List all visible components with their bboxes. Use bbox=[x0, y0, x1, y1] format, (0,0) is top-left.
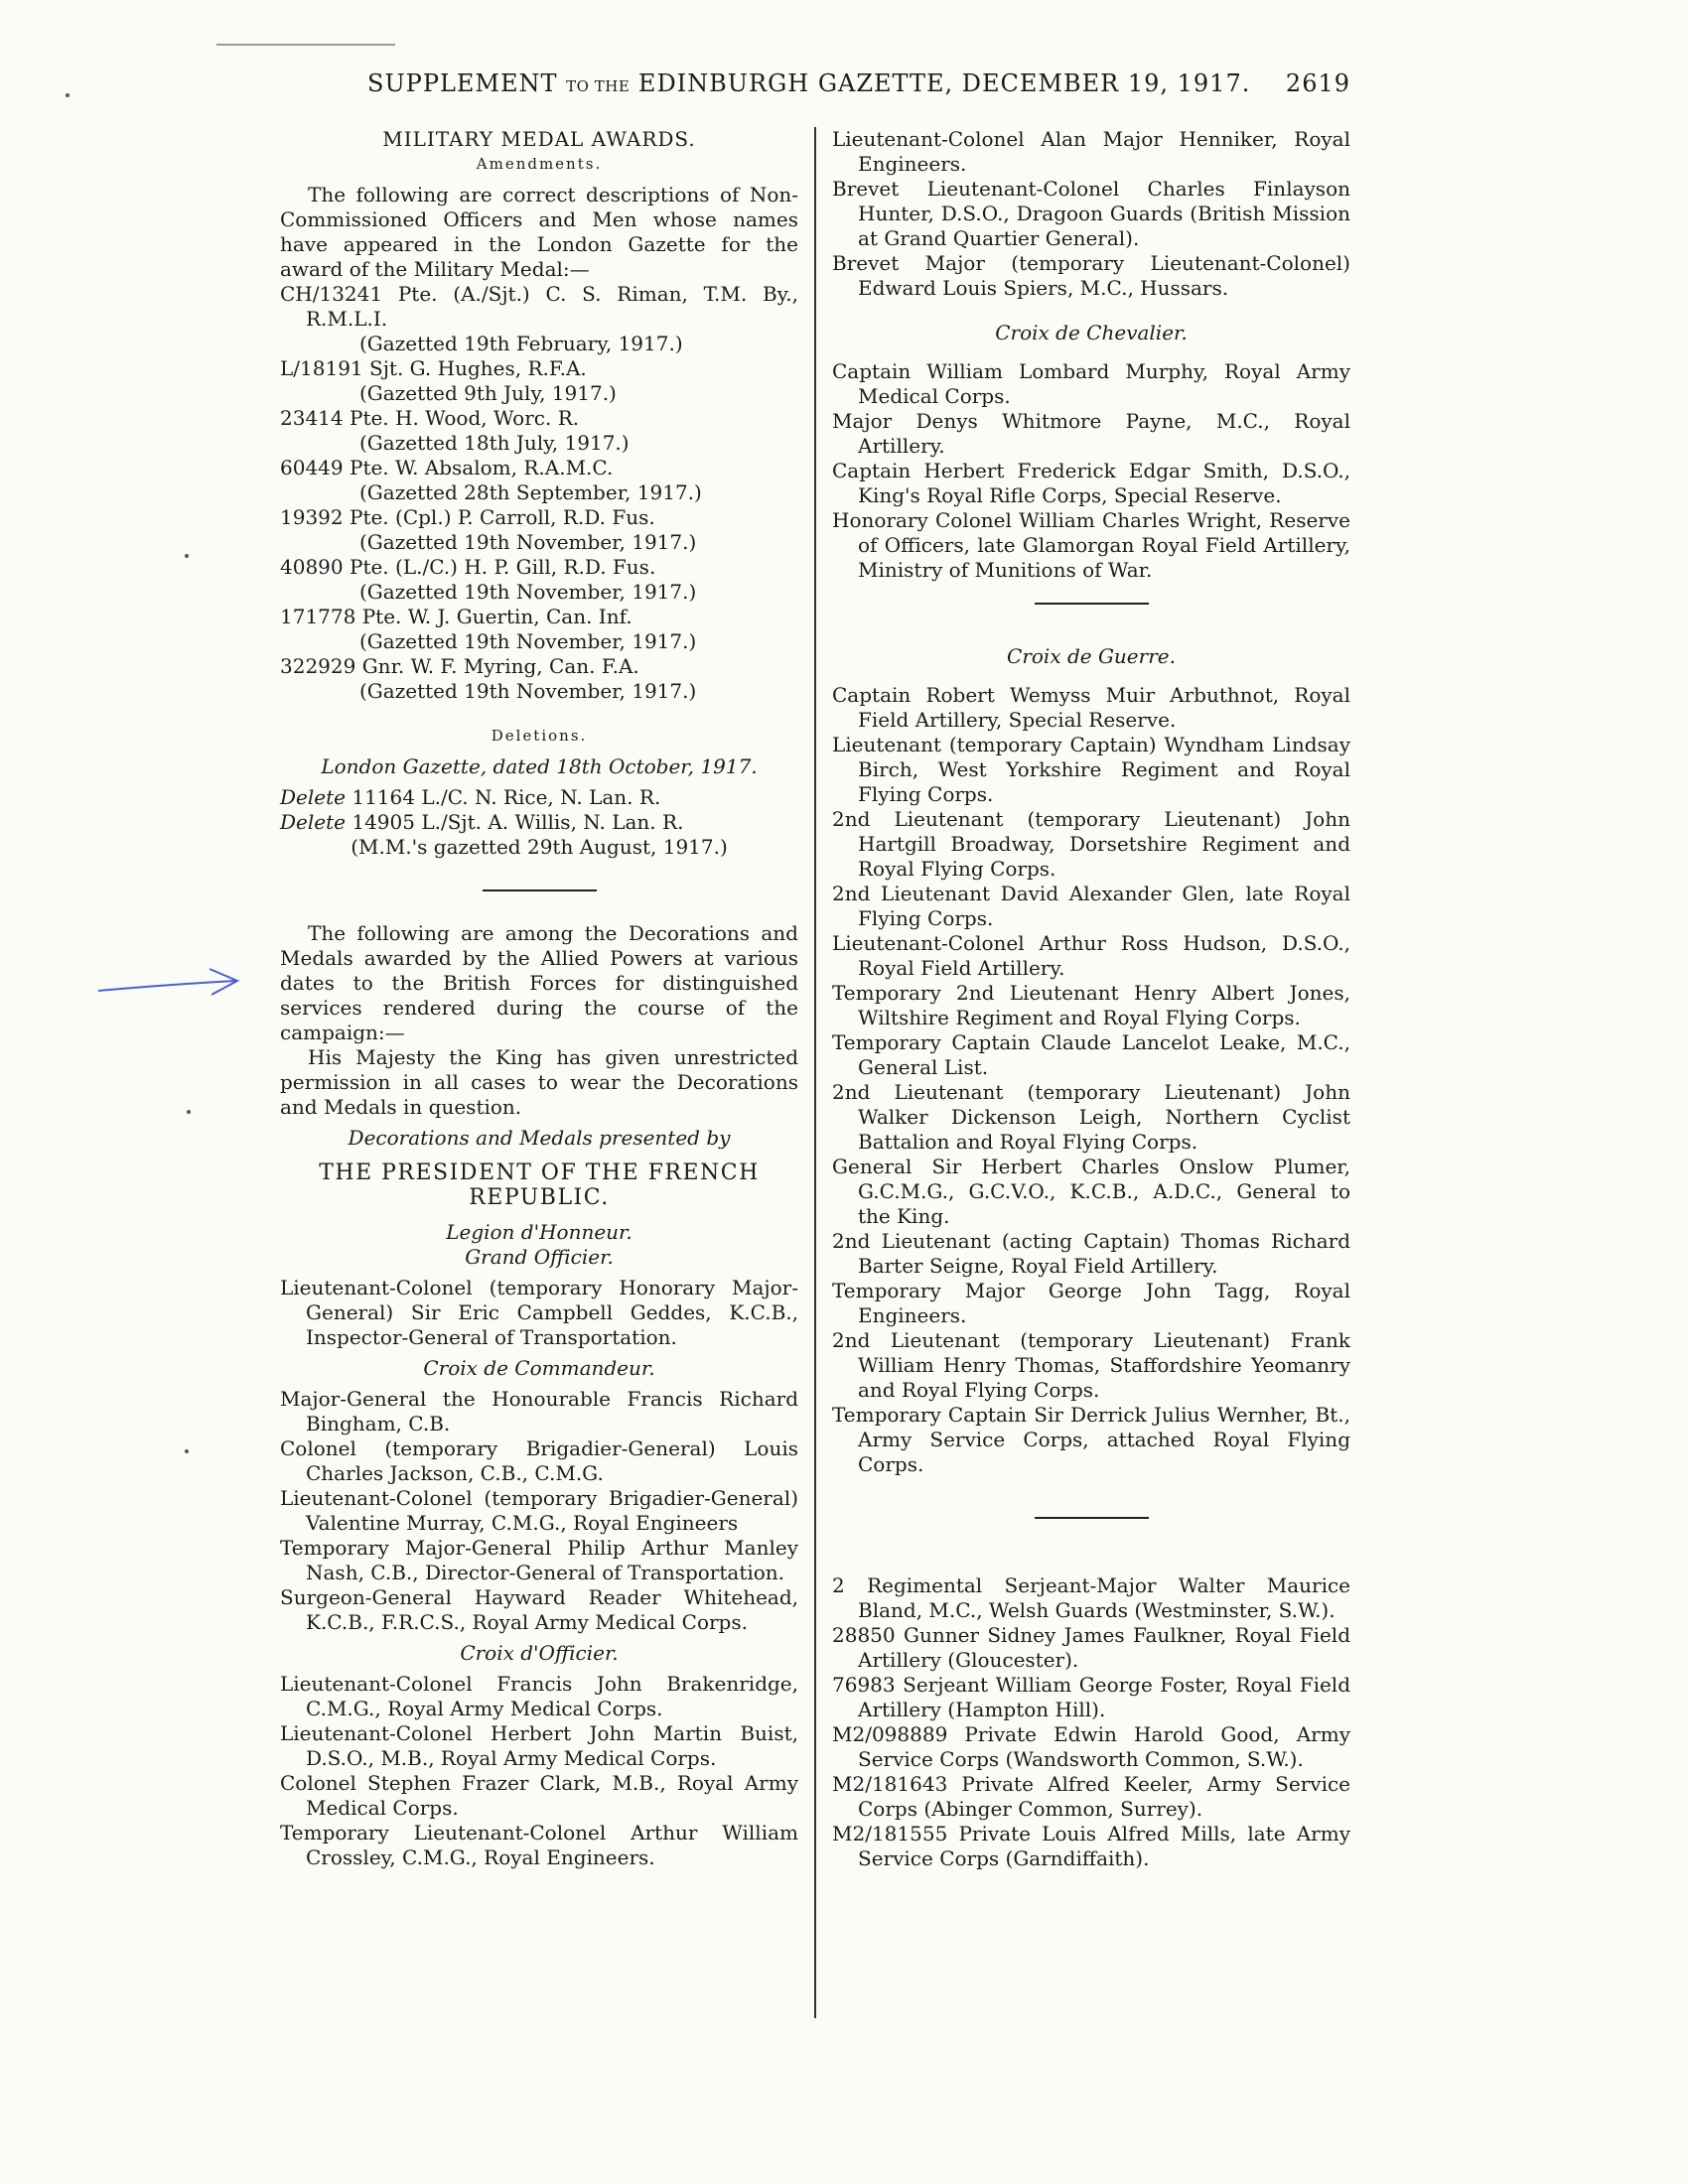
officier-entry: Lieutenant-Colonel Alan Major Henniker, Royal Engineers. bbox=[832, 127, 1350, 176]
gazetted-date: (Gazetted 9th July, 1917.) bbox=[359, 381, 617, 405]
commandeur-entry: Major-General the Honourable Francis Richard Bingham, C.B. bbox=[280, 1387, 798, 1435]
amendment-entry: L/18191 Sjt. G. Hughes, R.F.A. bbox=[280, 356, 587, 380]
page-header bbox=[367, 69, 1350, 97]
amendment-item bbox=[280, 555, 798, 605]
commandeur-entry: Colonel (temporary Brigadier-General) Louis Charles Jackson, C.B., C.M.G. bbox=[280, 1436, 798, 1485]
guerre-entry: Lieutenant-Colonel Arthur Ross Hudson, D.S.O., Royal Field Artillery. bbox=[832, 931, 1350, 980]
president-heading: THE PRESIDENT OF THE FRENCH REPUBLIC. bbox=[319, 1160, 760, 1210]
scan-dot bbox=[66, 93, 70, 97]
amendments-label: Amendments. bbox=[476, 155, 603, 173]
military-medal-title: MILITARY MEDAL AWARDS. bbox=[382, 127, 696, 151]
deletion-entry: 14905 L./Sjt. A. Willis, N. Lan. R. bbox=[352, 810, 684, 834]
guerre-entry: Temporary Major George John Tagg, Royal Engineers. bbox=[832, 1279, 1350, 1327]
chevalier-entry: Captain Herbert Frederick Edgar Smith, D.S.O., King's Royal Rifle Corps, Special Reserve. bbox=[832, 459, 1350, 507]
officier-entry: Lieutenant-Colonel Herbert John Martin Buist, D.S.O., M.B., Royal Army Medical Corps. bbox=[280, 1721, 798, 1770]
section-rule bbox=[1035, 1517, 1149, 1519]
medal-entry: 76983 Serjeant William George Foster, Royal Field Artillery (Hampton Hill). bbox=[832, 1673, 1350, 1721]
medal-entry: 2 Regimental Serjeant-Major Walter Maurice Bland, M.C., Welsh Guards (Westminster, S.W.). bbox=[832, 1573, 1350, 1622]
section-rule bbox=[483, 889, 597, 891]
guerre-entry: Temporary Captain Sir Derrick Julius Wernher, Bt., Army Service Corps, attached Royal Flying Corps. bbox=[832, 1403, 1350, 1476]
gazetted-date: (Gazetted 19th November, 1917.) bbox=[359, 530, 697, 554]
commandeur-entry: Surgeon-General Hayward Reader Whitehead, K.C.B., F.R.C.S., Royal Army Medical Corps. bbox=[280, 1585, 798, 1634]
guerre-label: Croix de Guerre. bbox=[1007, 644, 1176, 668]
presented-by: Decorations and Medals presented by bbox=[348, 1126, 731, 1150]
amendment-item bbox=[280, 282, 798, 356]
amendments-list bbox=[280, 282, 798, 704]
amendment-item bbox=[280, 456, 798, 505]
medal-entry: M2/098889 Private Edwin Harold Good, Army Service Corps (Wandsworth Common, S.W.). bbox=[832, 1722, 1350, 1771]
medal-entry: 28850 Gunner Sidney James Faulkner, Royal Field Artillery (Gloucester). bbox=[832, 1623, 1350, 1672]
deletions-source: London Gazette, dated 18th October, 1917. bbox=[321, 754, 758, 778]
guerre-entry: Lieutenant (temporary Captain) Wyndham Lindsay Birch, West Yorkshire Regiment and Royal Flying Corps. bbox=[832, 733, 1350, 806]
delete-word: Delete bbox=[280, 785, 346, 809]
scan-line-mark bbox=[216, 44, 395, 46]
grand-officier-entry: Lieutenant-Colonel (temporary Honorary Major-General) Sir Eric Campbell Geddes, K.C.B., Inspector-General of Transportation. bbox=[280, 1276, 798, 1349]
amendments-intro: The following are correct descriptions of Non-Commissioned Officers and Men whose names have appeared in the London Gazette for the award of the Military Medal:— bbox=[280, 183, 798, 281]
amendment-item bbox=[280, 406, 798, 456]
amendment-item bbox=[280, 356, 798, 406]
gazetted-date: (Gazetted 19th November, 1917.) bbox=[359, 580, 697, 604]
scan-dot bbox=[187, 1110, 191, 1114]
commandeur-entry: Temporary Major-General Philip Arthur Manley Nash, C.B., Director-General of Transportation. bbox=[280, 1536, 798, 1584]
chevalier-entry: Major Denys Whitmore Payne, M.C., Royal Artillery. bbox=[832, 409, 1350, 458]
handwritten-arrow-icon bbox=[94, 965, 243, 1005]
gazetted-date: (Gazetted 19th February, 1917.) bbox=[359, 332, 683, 355]
chevalier-entry: Honorary Colonel William Charles Wright, Reserve of Officers, late Glamorgan Royal Field Artillery, Ministry of Munitions of War. bbox=[832, 508, 1350, 582]
commandeur-label: Croix de Commandeur. bbox=[423, 1356, 655, 1380]
amendment-entry: 60449 Pte. W. Absalom, R.A.M.C. bbox=[280, 456, 614, 479]
commandeur-entry: Lieutenant-Colonel (temporary Brigadier-General) Valentine Murray, C.M.G., Royal Engineers bbox=[280, 1486, 798, 1535]
guerre-entry: 2nd Lieutenant (temporary Lieutenant) John Hartgill Broadway, Dorsetshire Regiment and Royal Flying Corps. bbox=[832, 807, 1350, 881]
amendment-entry: 322929 Gnr. W. F. Myring, Can. F.A. bbox=[280, 654, 639, 678]
amendment-entry: 19392 Pte. (Cpl.) P. Carroll, R.D. Fus. bbox=[280, 505, 655, 529]
scan-dot bbox=[185, 554, 189, 558]
amendment-item bbox=[280, 605, 798, 654]
legion-label: Legion d'Honneur. bbox=[446, 1220, 633, 1244]
chevalier-entry: Captain William Lombard Murphy, Royal Army Medical Corps. bbox=[832, 359, 1350, 408]
guerre-entry: General Sir Herbert Charles Onslow Plumer, G.C.M.G., G.C.V.O., K.C.B., A.D.C., General to the King. bbox=[832, 1155, 1350, 1228]
amendment-entry: CH/13241 Pte. (A./Sjt.) C. S. Riman, T.M. By., R.M.L.I. bbox=[280, 282, 798, 331]
header-supplement: SUPPLEMENT bbox=[367, 69, 558, 97]
amendment-item bbox=[280, 654, 798, 704]
deletion-item bbox=[280, 785, 798, 810]
header-title bbox=[367, 69, 1250, 97]
header-to-the: TO THE bbox=[566, 77, 631, 95]
grand-officier-label: Grand Officier. bbox=[465, 1245, 614, 1269]
amendment-item bbox=[280, 505, 798, 555]
medal-entry: M2/181555 Private Louis Alfred Mills, late Army Service Corps (Garndiffaith). bbox=[832, 1822, 1350, 1870]
officier-entry: Temporary Lieutenant-Colonel Arthur William Crossley, C.M.G., Royal Engineers. bbox=[280, 1821, 798, 1869]
guerre-entry: Captain Robert Wemyss Muir Arbuthnot, Royal Field Artillery, Special Reserve. bbox=[832, 683, 1350, 732]
right-column bbox=[832, 127, 1350, 1871]
medal-entry: M2/181643 Private Alfred Keeler, Army Service Corps (Abinger Common, Surrey). bbox=[832, 1772, 1350, 1821]
guerre-entry: 2nd Lieutenant (temporary Lieutenant) Frank William Henry Thomas, Staffordshire Yeomanry and Royal Flying Corps. bbox=[832, 1328, 1350, 1402]
guerre-entry: 2nd Lieutenant (temporary Lieutenant) John Walker Dickenson Leigh, Northern Cyclist Battalion and Royal Flying Corps. bbox=[832, 1080, 1350, 1154]
officier-label: Croix d'Officier. bbox=[460, 1641, 619, 1665]
amendment-entry: 23414 Pte. H. Wood, Worc. R. bbox=[280, 406, 580, 430]
guerre-entry: Temporary Captain Claude Lancelot Leake, M.C., General List. bbox=[832, 1030, 1350, 1079]
officier-entry: Brevet Lieutenant-Colonel Charles Finlayson Hunter, D.S.O., Dragoon Guards (British Mission at Grand Quartier General). bbox=[832, 177, 1350, 250]
gazetted-date: (Gazetted 18th July, 1917.) bbox=[359, 431, 630, 455]
gazetted-date: (Gazetted 19th November, 1917.) bbox=[359, 679, 697, 703]
gazetted-date: (Gazetted 19th November, 1917.) bbox=[359, 629, 697, 653]
deletion-entry: 11164 L./C. N. Rice, N. Lan. R. bbox=[352, 785, 661, 809]
officier-entry: Colonel Stephen Frazer Clark, M.B., Royal Army Medical Corps. bbox=[280, 1771, 798, 1820]
deletion-item bbox=[280, 810, 798, 835]
chevalier-label: Croix de Chevalier. bbox=[995, 321, 1188, 344]
deletions-note: (M.M.'s gazetted 29th August, 1917.) bbox=[351, 835, 728, 859]
guerre-entry: 2nd Lieutenant (acting Captain) Thomas Richard Barter Seigne, Royal Field Artillery. bbox=[832, 1229, 1350, 1278]
left-column bbox=[280, 127, 798, 1870]
officier-entry: Brevet Major (temporary Lieutenant-Colonel) Edward Louis Spiers, M.C., Hussars. bbox=[832, 251, 1350, 300]
guerre-entry: Temporary 2nd Lieutenant Henry Albert Jones, Wiltshire Regiment and Royal Flying Corps. bbox=[832, 981, 1350, 1029]
permission-text: His Majesty the King has given unrestricted permission in all cases to wear the Decorations and Medals in question. bbox=[280, 1045, 798, 1119]
header-gazette-date: EDINBURGH GAZETTE, DECEMBER 19, 1917. bbox=[637, 69, 1251, 97]
page-number: 2619 bbox=[1285, 69, 1350, 97]
section-rule bbox=[1035, 603, 1149, 605]
gazetted-date: (Gazetted 28th September, 1917.) bbox=[359, 480, 702, 504]
amendment-entry: 40890 Pte. (L./C.) H. P. Gill, R.D. Fus. bbox=[280, 555, 656, 579]
guerre-entry: 2nd Lieutenant David Alexander Glen, late Royal Flying Corps. bbox=[832, 882, 1350, 930]
deletions-label: Deletions. bbox=[491, 727, 588, 745]
column-divider bbox=[814, 127, 816, 2018]
officier-entry: Lieutenant-Colonel Francis John Brakenridge, C.M.G., Royal Army Medical Corps. bbox=[280, 1672, 798, 1720]
delete-word: Delete bbox=[280, 810, 346, 834]
scan-dot bbox=[185, 1449, 189, 1453]
amendment-entry: 171778 Pte. W. J. Guertin, Can. Inf. bbox=[280, 605, 633, 628]
allied-intro: The following are among the Decorations and Medals awarded by the Allied Powers at various dates to the British Forces for distinguished services rendered during the course of the campaign:— bbox=[280, 921, 798, 1044]
